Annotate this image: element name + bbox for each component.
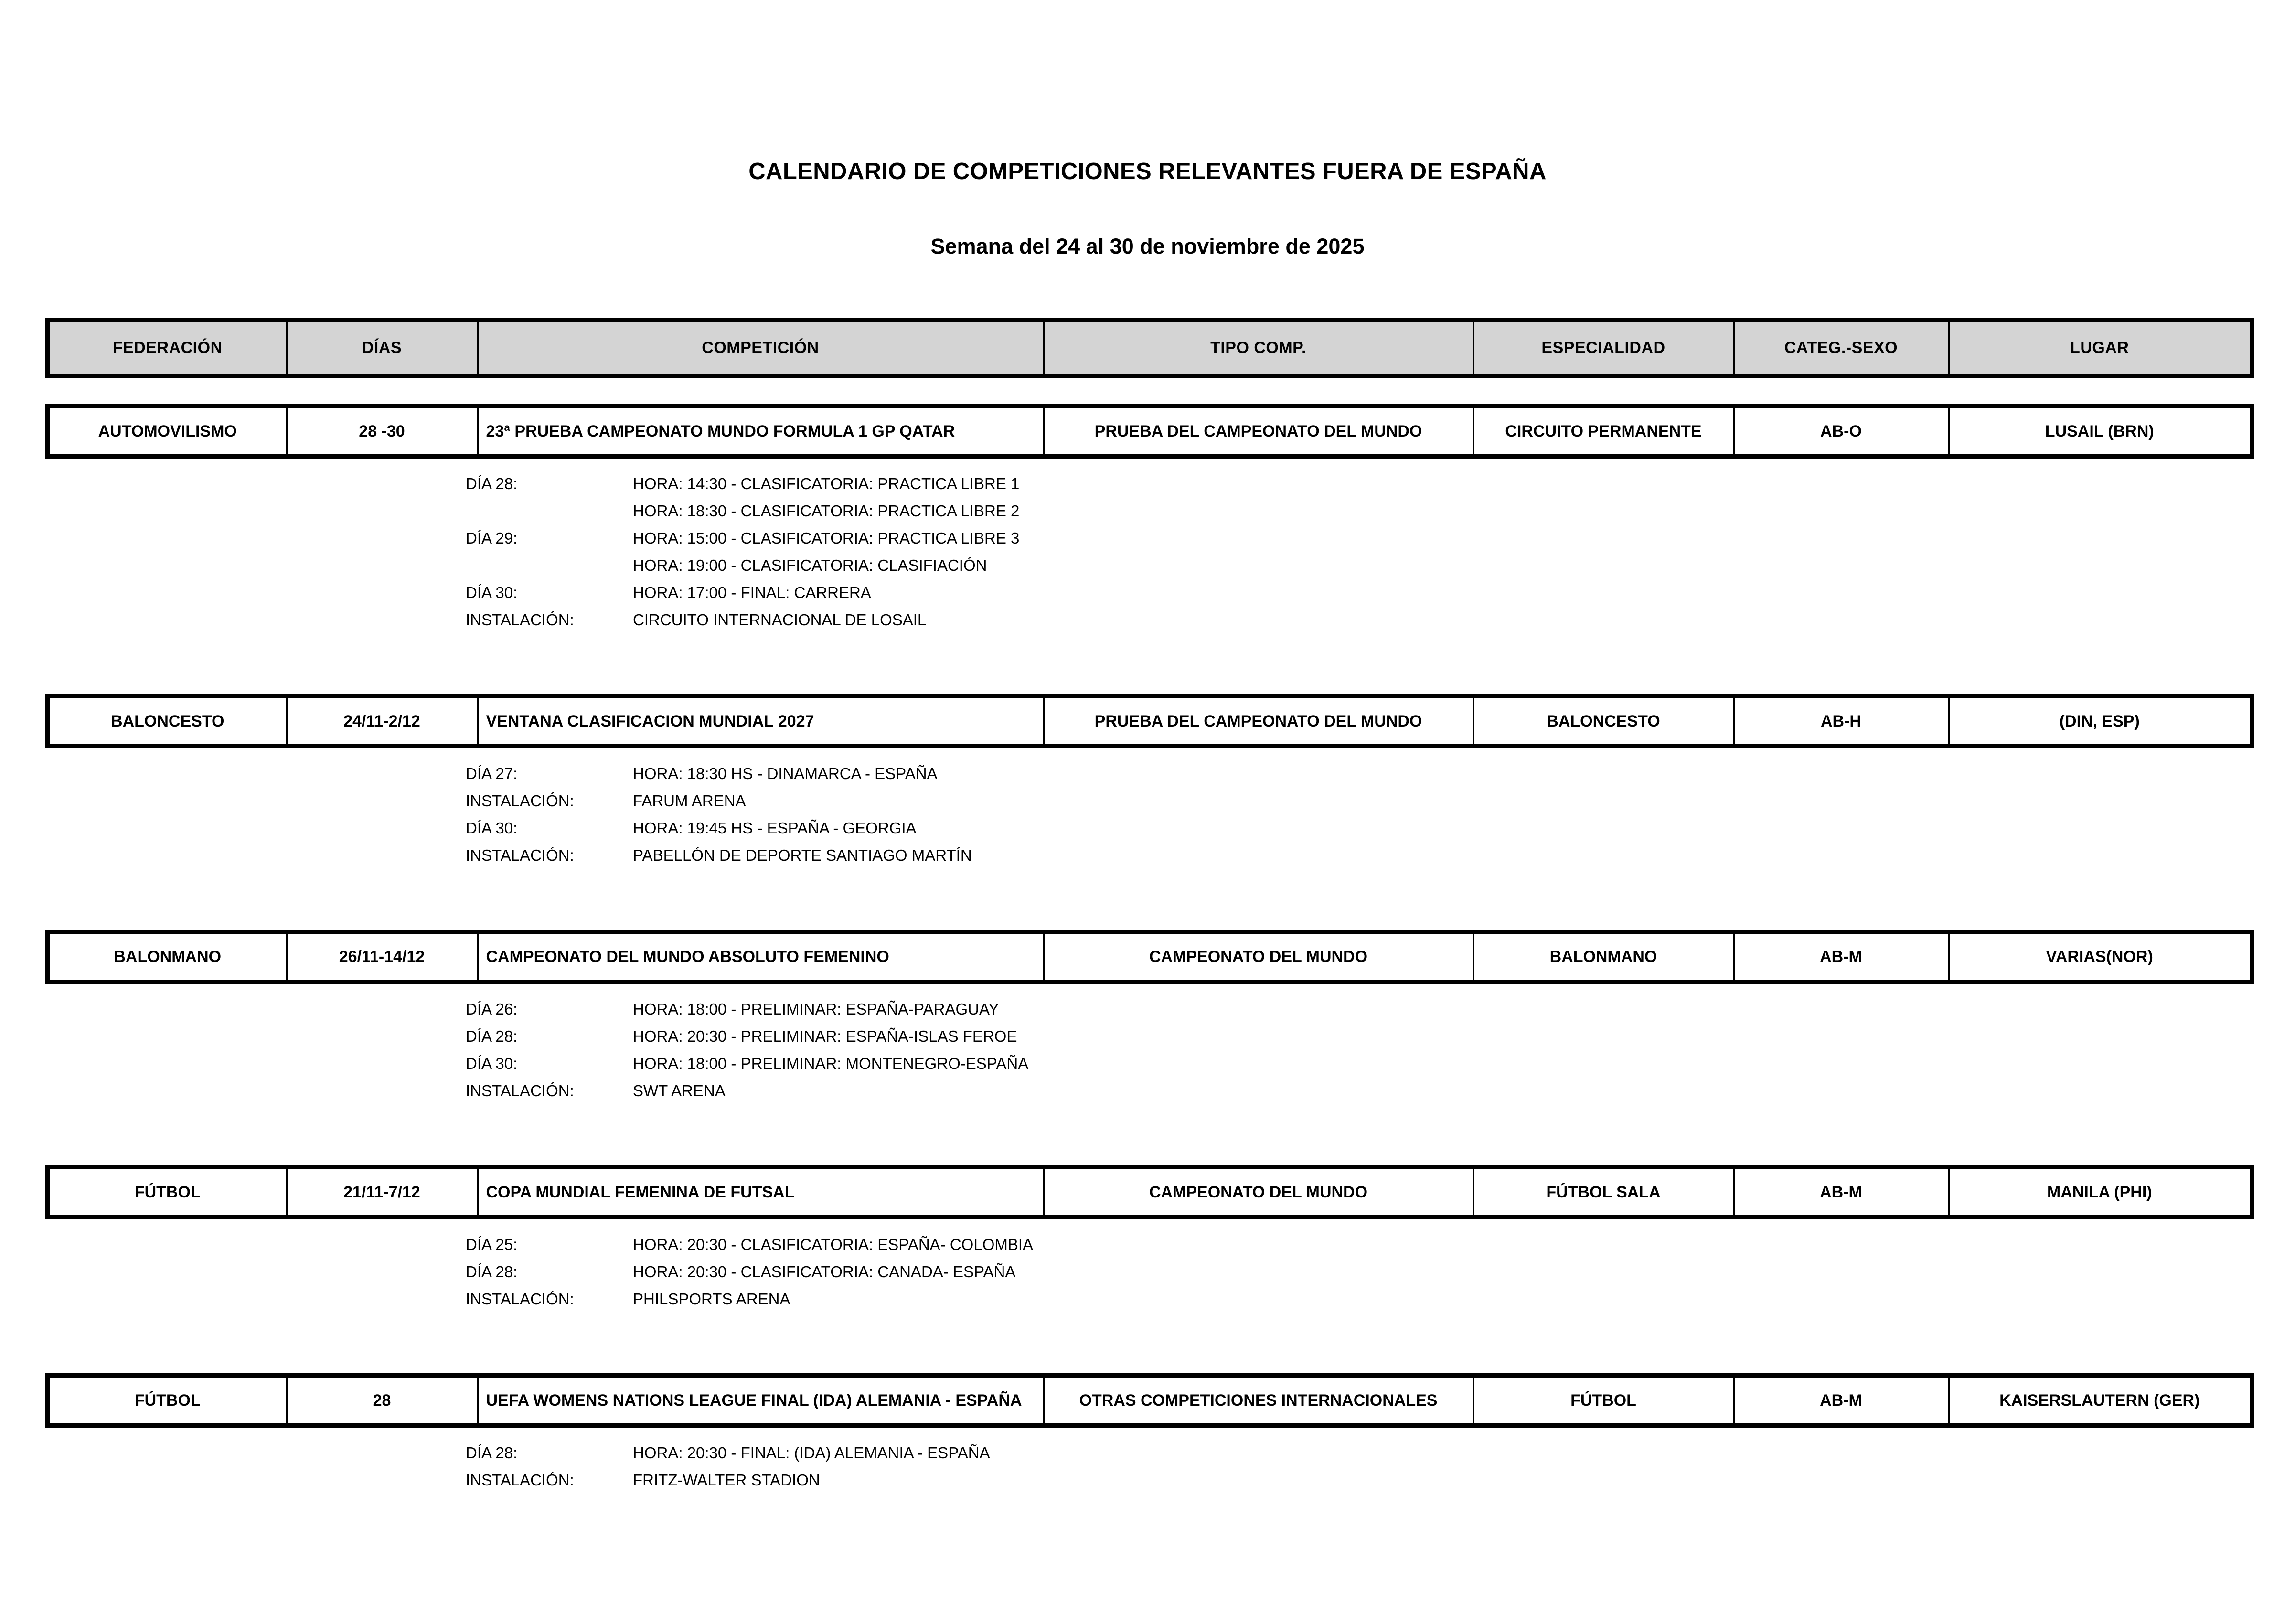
cell-categ-sexo: AB-O: [1734, 406, 1949, 456]
cell-dias: 21/11-7/12: [287, 1167, 478, 1217]
cell-competicion: UEFA WOMENS NATIONS LEAGUE FINAL (IDA) ALEMANIA - ESPAÑA: [478, 1375, 1044, 1425]
row-cells: [48, 1167, 2252, 1217]
detail-text: SWT ARENA: [633, 1081, 726, 1100]
cell-tipo-comp: PRUEBA DEL CAMPEONATO DEL MUNDO: [1044, 696, 1473, 746]
cell-lugar: LUSAIL (BRN): [1949, 406, 2252, 456]
detail-text: HORA: 20:30 - CLASIFICATORIA: CANADA- ESPAÑA: [633, 1262, 1016, 1281]
page-subtitle: Semana del 24 al 30 de noviembre de 2025: [930, 234, 1365, 258]
cell-competicion: COPA MUNDIAL FEMENINA DE FUTSAL: [478, 1167, 1044, 1217]
cell-categ-sexo: AB-M: [1734, 931, 1949, 982]
detail-line: [466, 1083, 2250, 1110]
detail-text: HORA: 19:00 - CLASIFICATORIA: CLASIFIACIÓN: [633, 556, 987, 574]
detail-line: [466, 585, 2250, 612]
detail-line: [466, 1445, 2250, 1472]
cell-categ-sexo: AB-M: [1734, 1375, 1949, 1425]
detail-line: [466, 766, 2250, 793]
detail-label: DÍA 30:: [466, 583, 518, 601]
detail-line: [466, 557, 2250, 585]
detail-label: INSTALACIÓN:: [466, 846, 574, 864]
cell-especialidad: CIRCUITO PERMANENTE: [1473, 406, 1734, 456]
cell-categ-sexo: AB-H: [1734, 696, 1949, 746]
detail-label: DÍA 30:: [466, 819, 518, 837]
detail-spacer: [45, 875, 2250, 903]
detail-text: HORA: 14:30 - CLASIFICATORIA: PRACTICA LIBRE 1: [633, 474, 1020, 492]
detail-text: PABELLÓN DE DEPORTE SANTIAGO MARTÍN: [633, 846, 972, 864]
cell-federacion: BALONMANO: [48, 931, 287, 982]
cell-lugar: MANILA (PHI): [1949, 1167, 2252, 1217]
cell-tipo-comp: PRUEBA DEL CAMPEONATO DEL MUNDO: [1044, 406, 1473, 456]
detail-spacer: [45, 1499, 2250, 1528]
row-spacer: [45, 378, 2250, 404]
detail-label: DÍA 26:: [466, 1000, 518, 1018]
column-header-federacion: FEDERACIÓN: [48, 320, 287, 375]
row-spacer: [45, 1347, 2250, 1373]
cell-especialidad: FÚTBOL: [1473, 1375, 1734, 1425]
cell-federacion: AUTOMOVILISMO: [48, 406, 287, 456]
column-header-categ-sexo: CATEG.-SEXO: [1734, 320, 1949, 375]
column-header-tipo-comp: TIPO COMP.: [1044, 320, 1473, 375]
cell-federacion: FÚTBOL: [48, 1375, 287, 1425]
detail-label: DÍA 27:: [466, 764, 518, 782]
table-row: [45, 404, 2254, 459]
row-cells: [48, 931, 2252, 982]
cell-categ-sexo: AB-M: [1734, 1167, 1949, 1217]
row-detail-block: [45, 984, 2250, 1110]
detail-line: [466, 530, 2250, 557]
row-detail-block: [45, 459, 2250, 639]
detail-text: HORA: 15:00 - CLASIFICATORIA: PRACTICA LIBRE 3: [633, 529, 1020, 547]
cell-lugar: (DIN, ESP): [1949, 696, 2252, 746]
column-header-dias: DÍAS: [287, 320, 478, 375]
detail-line: [466, 476, 2250, 503]
cell-dias: 26/11-14/12: [287, 931, 478, 982]
detail-text: HORA: 18:00 - PRELIMINAR: ESPAÑA-PARAGUAY: [633, 1000, 999, 1018]
table-row: [45, 930, 2254, 984]
detail-text: HORA: 18:00 - PRELIMINAR: MONTENEGRO-ESPAÑA: [633, 1054, 1029, 1072]
row-cells: [48, 1375, 2252, 1425]
detail-text: HORA: 18:30 - CLASIFICATORIA: PRACTICA LIBRE 2: [633, 502, 1020, 520]
detail-text: HORA: 18:30 HS - DINAMARCA - ESPAÑA: [633, 764, 938, 782]
detail-top-pad: [466, 748, 2250, 766]
detail-label: INSTALACIÓN:: [466, 1290, 574, 1308]
detail-text: FARUM ARENA: [633, 791, 746, 810]
detail-spacer: [45, 1110, 2250, 1139]
table-row: [45, 694, 2254, 748]
cell-tipo-comp: CAMPEONATO DEL MUNDO: [1044, 931, 1473, 982]
cell-competicion: 23ª PRUEBA CAMPEONATO MUNDO FORMULA 1 GP QATAR: [478, 406, 1044, 456]
column-header-especialidad: ESPECIALIDAD: [1473, 320, 1734, 375]
table-header: [45, 318, 2254, 378]
detail-label: DÍA 30:: [466, 1054, 518, 1072]
detail-text: HORA: 20:30 - CLASIFICATORIA: ESPAÑA- COLOMBIA: [633, 1235, 1034, 1253]
row-detail-block: [45, 1428, 2250, 1499]
row-cells: [48, 696, 2252, 746]
detail-label: INSTALACIÓN:: [466, 791, 574, 810]
cell-lugar: VARIAS(NOR): [1949, 931, 2252, 982]
detail-text: FRITZ-WALTER STADION: [633, 1471, 820, 1489]
detail-text: HORA: 19:45 HS - ESPAÑA - GEORGIA: [633, 819, 917, 837]
cell-dias: 28 -30: [287, 406, 478, 456]
detail-label: DÍA 28:: [466, 1443, 518, 1462]
detail-line: [466, 612, 2250, 639]
cell-especialidad: BALONMANO: [1473, 931, 1734, 982]
detail-top-pad: [466, 459, 2250, 476]
cell-competicion: CAMPEONATO DEL MUNDO ABSOLUTO FEMENINO: [478, 931, 1044, 982]
detail-line: [466, 1291, 2250, 1318]
detail-label: INSTALACIÓN:: [466, 1081, 574, 1100]
cell-federacion: BALONCESTO: [48, 696, 287, 746]
detail-line: [466, 1237, 2250, 1264]
cell-federacion: FÚTBOL: [48, 1167, 287, 1217]
detail-label: INSTALACIÓN:: [466, 1471, 574, 1489]
cell-tipo-comp: CAMPEONATO DEL MUNDO: [1044, 1167, 1473, 1217]
detail-label: DÍA 28:: [466, 1027, 518, 1045]
detail-label: DÍA 28:: [466, 1262, 518, 1281]
detail-line: [466, 503, 2250, 530]
detail-line: [466, 820, 2250, 847]
detail-text: PHILSPORTS ARENA: [633, 1290, 790, 1308]
row-spacer: [45, 1139, 2250, 1165]
table-row: [45, 1373, 2254, 1428]
row-spacer: [45, 903, 2250, 930]
detail-spacer: [45, 639, 2250, 668]
header-row: [48, 320, 2252, 375]
detail-spacer: [45, 1318, 2250, 1347]
detail-line: [466, 1001, 2250, 1028]
table-rows-container: [45, 378, 2250, 1528]
page-title: CALENDARIO DE COMPETICIONES RELEVANTES FUERA DE ESPAÑA: [748, 159, 1547, 184]
row-detail-block: [45, 748, 2250, 875]
cell-especialidad: BALONCESTO: [1473, 696, 1734, 746]
detail-line: [466, 1056, 2250, 1083]
cell-dias: 28: [287, 1375, 478, 1425]
detail-line: [466, 1264, 2250, 1291]
detail-line: [466, 793, 2250, 820]
cell-tipo-comp: OTRAS COMPETICIONES INTERNACIONALES: [1044, 1375, 1473, 1425]
detail-label: DÍA 28:: [466, 474, 518, 492]
cell-especialidad: FÚTBOL SALA: [1473, 1167, 1734, 1217]
detail-top-pad: [466, 1428, 2250, 1445]
table-row: [45, 1165, 2254, 1219]
column-header-lugar: LUGAR: [1949, 320, 2252, 375]
detail-line: [466, 1028, 2250, 1056]
cell-dias: 24/11-2/12: [287, 696, 478, 746]
detail-text: HORA: 17:00 - FINAL: CARRERA: [633, 583, 871, 601]
detail-top-pad: [466, 984, 2250, 1001]
detail-text: CIRCUITO INTERNACIONAL DE LOSAIL: [633, 610, 927, 629]
row-spacer: [45, 668, 2250, 694]
detail-line: [466, 847, 2250, 875]
detail-text: HORA: 20:30 - FINAL: (IDA) ALEMANIA - ESPAÑA: [633, 1443, 990, 1462]
detail-top-pad: [466, 1219, 2250, 1237]
cell-lugar: KAISERSLAUTERN (GER): [1949, 1375, 2252, 1425]
detail-label: DÍA 29:: [466, 529, 518, 547]
detail-line: [466, 1472, 2250, 1499]
title-block: [45, 0, 2250, 259]
detail-text: HORA: 20:30 - PRELIMINAR: ESPAÑA-ISLAS FEROE: [633, 1027, 1017, 1045]
detail-label: INSTALACIÓN:: [466, 610, 574, 629]
row-detail-block: [45, 1219, 2250, 1318]
column-header-competicion: COMPETICIÓN: [478, 320, 1044, 375]
detail-label: DÍA 25:: [466, 1235, 518, 1253]
cell-competicion: VENTANA CLASIFICACION MUNDIAL 2027: [478, 696, 1044, 746]
row-cells: [48, 406, 2252, 456]
